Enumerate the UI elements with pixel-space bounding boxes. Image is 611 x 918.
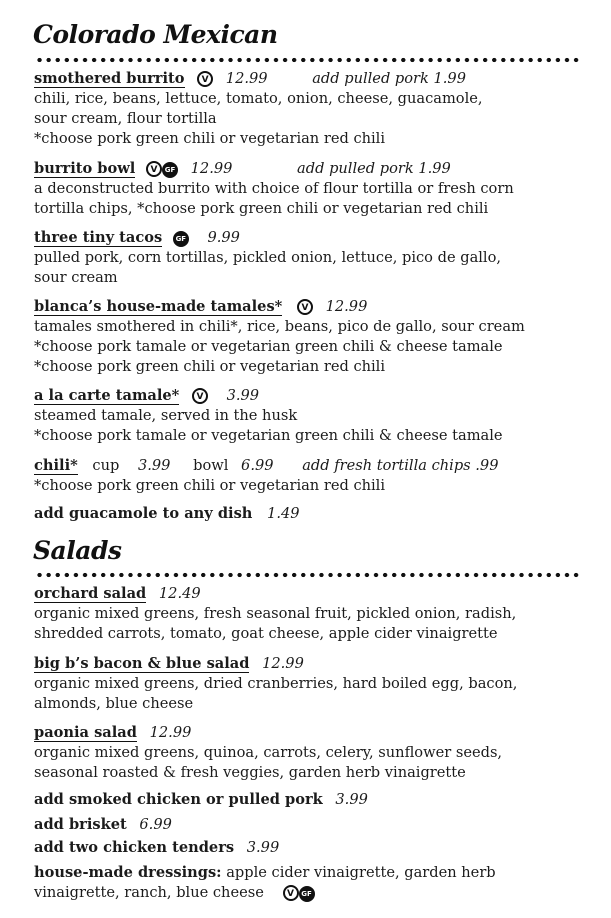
item-desc-line: *choose pork green chili or vegetarian red chili xyxy=(34,358,386,375)
item-desc-line: tortilla chips, *choose pork green chili or vegetarian red chili xyxy=(34,200,489,217)
item-name: big b’s bacon & blue salad xyxy=(34,655,250,672)
menu-item-orchard-salad xyxy=(34,584,605,644)
item-price: 9.99 xyxy=(207,229,240,246)
menu-item-a-la-carte-tamale xyxy=(34,386,605,446)
menu-item-chili xyxy=(34,456,605,496)
gf-circle-icon: GF xyxy=(173,231,189,247)
item-name: three tiny tacos xyxy=(34,229,163,246)
item-desc-line: shredded carrots, tomato, goat cheese, apple cider vinaigrette xyxy=(34,625,498,642)
item-desc-line: apple cider vinaigrette, garden herb xyxy=(226,864,496,881)
menu-item-smothered-burrito xyxy=(34,69,605,149)
item-price: 3.99 xyxy=(246,839,280,856)
item-name: add two chicken tenders xyxy=(34,839,235,856)
menu-item-add-chicken-or-pork xyxy=(34,790,605,810)
item-extra: add pulled pork 1.99 xyxy=(312,70,467,87)
item-name: add guacamole to any dish xyxy=(34,505,253,522)
item-price: 12.99 xyxy=(149,724,192,741)
item-price: 3.99 xyxy=(226,387,260,404)
item-desc-line: steamed tamale, served in the husk xyxy=(34,407,298,424)
v-circle-icon: V xyxy=(146,161,162,177)
item-price: 12.99 xyxy=(325,298,368,315)
item-desc-line: organic mixed greens, dried cranberries, hard boiled egg, bacon, xyxy=(34,675,518,692)
item-name: orchard salad xyxy=(34,585,147,602)
v-circle-icon: V xyxy=(197,71,213,87)
item-desc-line: sour cream, flour tortilla xyxy=(34,110,217,127)
item-desc-line: *choose pork green chili or vegetarian red chili xyxy=(34,130,386,147)
item-price: 12.99 xyxy=(190,160,233,177)
item-name: smothered burrito xyxy=(34,70,185,87)
menu-item-house-made-tamales xyxy=(34,297,605,377)
item-price: 12.49 xyxy=(158,585,201,602)
menu-item-three-tiny-tacos xyxy=(34,228,605,288)
v-circle-icon: V xyxy=(297,299,313,315)
menu-item-house-made-dressings xyxy=(34,863,605,903)
menu-item-burrito-bowl xyxy=(34,159,605,219)
item-extra: add pulled pork 1.99 xyxy=(297,160,451,177)
gf-circle-icon: GF xyxy=(162,162,178,178)
item-desc-line: *choose pork tamale or vegetarian green chili & cheese tamale xyxy=(34,338,503,355)
item-name: a la carte tamale* xyxy=(34,387,180,404)
item-desc-line xyxy=(34,883,605,903)
item-name: chili* xyxy=(34,457,78,474)
item-desc-line: *choose pork green chili or vegetarian red chili xyxy=(34,477,386,494)
item-price: 3.99 xyxy=(335,791,368,808)
item-desc-line: tamales smothered in chili*, rice, beans, pico de gallo, sour cream xyxy=(34,318,525,335)
item-desc-line: sour cream xyxy=(34,269,118,286)
menu-item-bacon-blue-salad xyxy=(34,654,605,714)
menu-item-add-brisket xyxy=(34,815,605,835)
item-desc-line: chili, rice, beans, lettuce, tomato, onion, cheese, guacamole, xyxy=(34,90,483,107)
cup-price: 3.99 xyxy=(137,457,171,474)
menu-item-add-chicken-tenders xyxy=(34,838,605,858)
gf-circle-icon: GF xyxy=(299,886,315,902)
section-title-salads: Salads xyxy=(33,536,122,565)
item-desc-line: organic mixed greens, fresh seasonal fruit, pickled onion, radish, xyxy=(34,605,517,622)
item-name: blanca’s house-made tamales* xyxy=(34,298,283,315)
item-desc-line: *choose pork tamale or vegetarian green chili & cheese tamale xyxy=(34,427,503,444)
item-desc-line: organic mixed greens, quinoa, carrots, celery, sunflower seeds, xyxy=(34,744,503,761)
cup-label: cup xyxy=(92,457,120,474)
item-price: 6.99 xyxy=(139,816,172,833)
item-name: burrito bowl xyxy=(34,160,136,177)
bowl-price: 6.99 xyxy=(241,457,274,474)
v-circle-icon: V xyxy=(283,885,299,901)
item-desc-line: a deconstructed burrito with choice of flour tortilla or fresh corn xyxy=(34,180,514,197)
v-circle-icon: V xyxy=(192,388,208,404)
section-title-colorado-mexican: Colorado Mexican xyxy=(33,20,278,49)
item-desc-line: almonds, blue cheese xyxy=(34,695,194,712)
item-name: paonia salad xyxy=(34,724,137,741)
item-name: house-made dressings: xyxy=(34,864,222,881)
item-name: add brisket xyxy=(34,816,127,833)
item-name: add smoked chicken or pulled pork xyxy=(34,791,323,808)
item-price: 12.99 xyxy=(225,70,268,87)
item-desc-line: pulled pork, corn tortillas, pickled onion, lettuce, pico de gallo, xyxy=(34,249,502,266)
item-price: 1.49 xyxy=(267,505,300,522)
dotted-divider xyxy=(35,57,580,63)
bowl-label: bowl xyxy=(193,457,229,474)
dotted-divider xyxy=(35,572,580,578)
item-desc-text: vinaigrette, ranch, blue cheese xyxy=(34,884,264,901)
menu-item-add-guacamole xyxy=(34,504,605,524)
item-desc-line: seasonal roasted & fresh veggies, garden herb vinaigrette xyxy=(34,764,466,781)
item-extra: add fresh tortilla chips .99 xyxy=(302,457,499,474)
item-price: 12.99 xyxy=(262,655,304,672)
menu-item-paonia-salad xyxy=(34,723,605,783)
